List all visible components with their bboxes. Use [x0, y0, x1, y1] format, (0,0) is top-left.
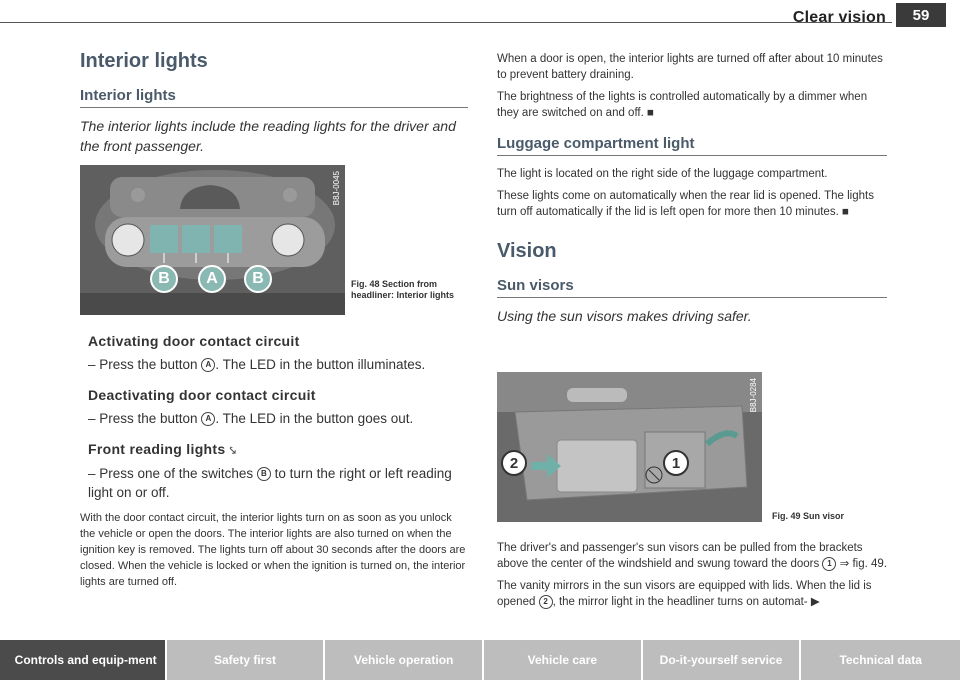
- key-2-badge: 2: [539, 595, 553, 609]
- callout-b-right: B: [244, 265, 272, 293]
- reading-heading: Front reading lights ⤥: [88, 441, 237, 457]
- header-title: Clear vision: [792, 9, 886, 26]
- footer-tab-diy-service[interactable]: Do-it-yourself service: [643, 640, 800, 680]
- callout-a: A: [198, 265, 226, 293]
- footer-tab-vehicle-operation[interactable]: Vehicle operation: [325, 640, 482, 680]
- header-rule: [0, 22, 892, 23]
- left-instructions: [88, 333, 468, 502]
- footer-nav: [0, 640, 960, 680]
- figure-sun-visor: [497, 372, 762, 522]
- section-title: Interior lights: [80, 50, 208, 72]
- callout-b-left: B: [150, 265, 178, 293]
- right-column: [497, 51, 887, 326]
- left-column: [80, 50, 468, 156]
- key-1-badge: 1: [822, 557, 836, 571]
- luggage-p2: These lights come on automatically when the rear lid is opened. The lights turn off automatically if the lid is left open for more then 10 minutes. ■: [497, 190, 874, 218]
- sun-visors-lead: Using the sun visors makes driving safer.: [497, 308, 752, 324]
- sun-visor-text: [497, 540, 889, 610]
- activating-step: – Press the button A . The LED in the button illuminates.: [88, 357, 426, 372]
- sun-p2: The vanity mirrors in the sun visors are equipped with lids. When the lid is opened 2 , the mirror light in the headliner turns on automat- ▶: [497, 580, 872, 608]
- deactivating-step: – Press the button A . The LED in the button goes out.: [88, 411, 414, 426]
- figure-headliner: [80, 165, 345, 315]
- sun-visor-illustration: [497, 372, 762, 522]
- para-door-open: When a door is open, the interior lights are turned off after about 10 minutes to prevent battery draining.: [497, 53, 883, 81]
- luggage-heading: Luggage compartment light: [497, 135, 887, 156]
- footer-tab-technical-data[interactable]: Technical data: [801, 640, 960, 680]
- continue-arrow-icon: ▶: [810, 596, 820, 608]
- reading-step: – Press one of the switches B to turn the right or left reading light on or off.: [88, 466, 452, 500]
- figure-caption: Fig. 48 Section from headliner: Interior lights: [351, 279, 455, 300]
- activating-heading: Activating door contact circuit: [88, 333, 300, 349]
- footer-tab-vehicle-care[interactable]: Vehicle care: [484, 640, 641, 680]
- callout-2: 2: [501, 450, 527, 476]
- page-number: 59: [896, 3, 946, 27]
- luggage-p1: The light is located on the right side of the luggage compartment.: [497, 168, 828, 180]
- vision-title: Vision: [497, 240, 557, 262]
- lead-text: The interior lights include the reading lights for the driver and the front passenger.: [80, 118, 456, 154]
- figure-code: B8J-0045: [332, 171, 341, 206]
- para-dimmer: The brightness of the lights is controlled automatically by a dimmer when they are switched on and off. ■: [497, 91, 868, 119]
- figure-caption: Fig. 49 Sun visor: [772, 511, 845, 521]
- key-a-badge: A: [201, 358, 215, 372]
- sun-visors-heading: Sun visors: [497, 277, 887, 298]
- note-paragraph: With the door contact circuit, the interior lights turn on as soon as you unlock the vehicle or open the doors. The interior lights are also turned on when the ignition key is removed. The lights turn off about 30 seconds after the doors are closed. When the vehicle is locked or when the ignition is turned on, the interior lights are turned off.: [80, 512, 466, 588]
- footer-tab-controls[interactable]: Controls and equip-ment: [0, 640, 165, 680]
- subsection-title: Interior lights: [80, 87, 468, 108]
- reading-light-icon: ⤥: [229, 445, 237, 457]
- key-b-badge: B: [257, 467, 271, 481]
- figure-code: B8J-0284: [749, 378, 758, 413]
- footer-tab-safety[interactable]: Safety first: [167, 640, 324, 680]
- callout-1: 1: [663, 450, 689, 476]
- key-a-badge: A: [201, 412, 215, 426]
- sun-p1: The driver's and passenger's sun visors can be pulled from the brackets above the center of the windshield and swung toward the doors 1 ⇒ fig. 49.: [497, 542, 887, 570]
- deactivating-heading: Deactivating door contact circuit: [88, 387, 316, 403]
